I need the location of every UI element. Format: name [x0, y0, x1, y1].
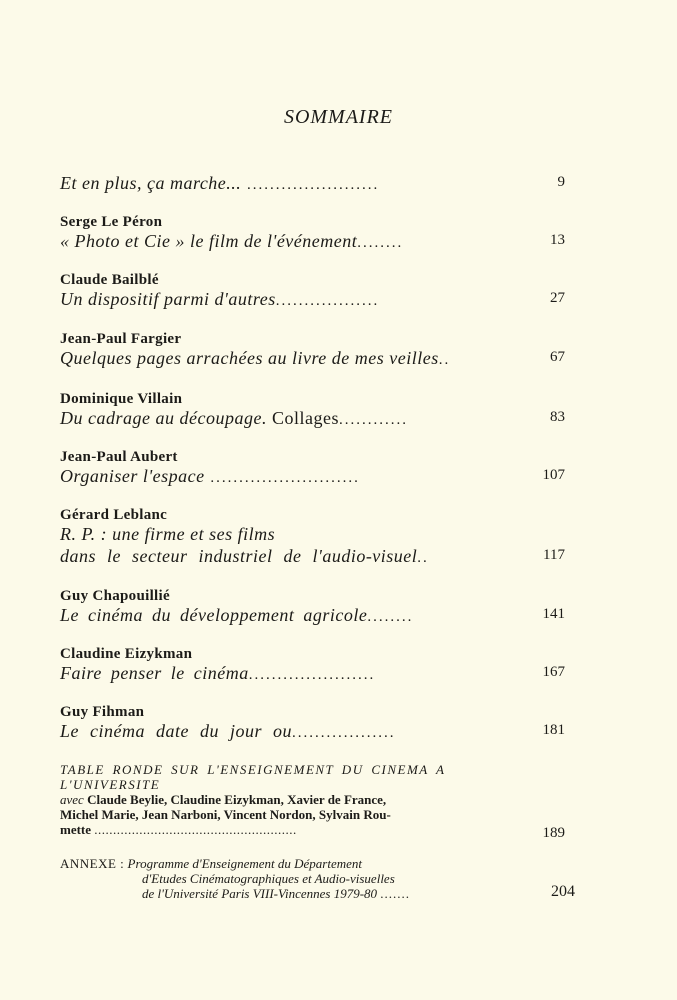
leader-dots: ..................: [275, 293, 380, 309]
page-number: 67: [550, 349, 565, 365]
entry-author: Jean-Paul Fargier: [60, 331, 182, 347]
toc-entry: [60, 271, 565, 311]
page-number: 13: [550, 232, 565, 248]
participants-line: Michel Marie, Jean Narboni, Vincent Nordon, Sylvain Rou-: [60, 807, 391, 822]
annexe-last-line: [60, 883, 575, 901]
leader-dots: ..........................: [204, 470, 360, 486]
leader-dots: .......: [380, 886, 411, 901]
entry-author: Dominique Villain: [60, 391, 183, 407]
toc-title-line: [60, 348, 565, 370]
entry-author: Claudine Eizykman: [60, 646, 193, 662]
page-number: 27: [550, 290, 565, 306]
entry-title: Un dispositif parmi d'autres: [60, 289, 276, 309]
entry-title: Organiser l'espace: [60, 466, 205, 486]
page-number: 141: [542, 606, 565, 622]
annexe-entry: [60, 856, 575, 901]
page-number: 204: [551, 883, 575, 900]
entry-title: Quelques pages arrachées au livre de mes veilles: [60, 348, 439, 368]
page-title: SOMMAIRE: [283, 106, 394, 128]
leader-dots: ........: [367, 609, 414, 625]
entry-title: R. P. : une firme et ses films: [60, 524, 276, 544]
toc-title-line: [60, 663, 565, 685]
annexe-text: d'Etudes Cinématographiques et Audio-visuelles: [142, 871, 395, 886]
leader-dots: ......................: [248, 667, 376, 683]
round-table-entry: [60, 762, 565, 841]
entry-title: Le cinéma du développement agricole: [60, 605, 368, 625]
toc-title-line: [60, 408, 565, 430]
annexe-label: ANNEXE :: [60, 856, 125, 871]
page-number: 9: [557, 174, 565, 190]
toc-title-line: [60, 231, 565, 253]
toc-entry: [60, 703, 565, 743]
leader-dots: ........: [357, 235, 404, 251]
round-table-participants: [60, 792, 565, 807]
toc-title-line: [60, 546, 565, 568]
avec-label: avec: [60, 792, 84, 807]
annexe-text: Programme d'Enseignement du Département: [127, 856, 362, 871]
toc-entry: [60, 506, 565, 568]
entry-title: Du cadrage au découpage.: [60, 408, 267, 428]
toc-entry: [60, 645, 565, 685]
toc-title-line: [60, 605, 565, 627]
annexe-text: de l'Université Paris VIII-Vincennes 1979-80: [142, 886, 378, 901]
round-table-last-line: [60, 822, 565, 841]
participants-line: Claude Beylie, Claudine Eizykman, Xavier de France,: [87, 792, 387, 807]
round-table-title-continued: L'UNIVERSITE: [60, 777, 161, 792]
entry-title: Et en plus, ça marche...: [60, 173, 242, 193]
toc-entry: [60, 448, 565, 488]
participants-line: mette: [60, 822, 92, 837]
entry-title: « Photo et Cie » le film de l'événement: [60, 231, 358, 251]
page-number: 181: [542, 722, 565, 738]
leader-dots: ......................................................: [94, 822, 297, 837]
entry-title: Le cinéma date du jour ou: [60, 721, 292, 741]
entry-author: Jean-Paul Aubert: [60, 449, 178, 465]
page-number: 117: [543, 547, 565, 563]
toc-title-line: [60, 173, 565, 195]
annexe-line: [60, 856, 565, 871]
toc-title-line: [60, 289, 565, 311]
leader-dots: ............: [338, 412, 408, 428]
page-number: 189: [542, 825, 565, 841]
toc-entry: [60, 390, 565, 430]
leader-dots: ..: [417, 550, 429, 566]
toc-title-line: [60, 524, 565, 546]
entry-title-continued: dans le secteur industriel de l'audio-visuel: [60, 546, 418, 566]
toc-title-line: [60, 721, 565, 743]
page-number: 83: [550, 409, 565, 425]
entry-author: Claude Bailblé: [60, 272, 159, 288]
toc-title-line: [60, 466, 565, 488]
page-number: 167: [542, 664, 565, 680]
page-number: 107: [542, 467, 565, 483]
toc-entry: [60, 587, 565, 627]
entry-author: Guy Fihman: [60, 704, 145, 720]
toc-entry: [60, 330, 565, 370]
leader-dots: .......................: [241, 177, 380, 193]
toc-entry: [60, 173, 565, 195]
toc-entry: [60, 213, 565, 253]
entry-author: Guy Chapouillié: [60, 588, 170, 604]
entry-author: Gérard Leblanc: [60, 507, 168, 523]
entry-author: Serge Le Péron: [60, 214, 163, 230]
leader-dots: ..................: [291, 725, 396, 741]
entry-title-extra: Collages: [266, 408, 339, 428]
leader-dots: ..: [438, 352, 451, 368]
entry-title: Faire penser le cinéma: [60, 663, 249, 683]
round-table-title: TABLE RONDE SUR L'ENSEIGNEMENT DU CINEMA A: [60, 762, 446, 777]
